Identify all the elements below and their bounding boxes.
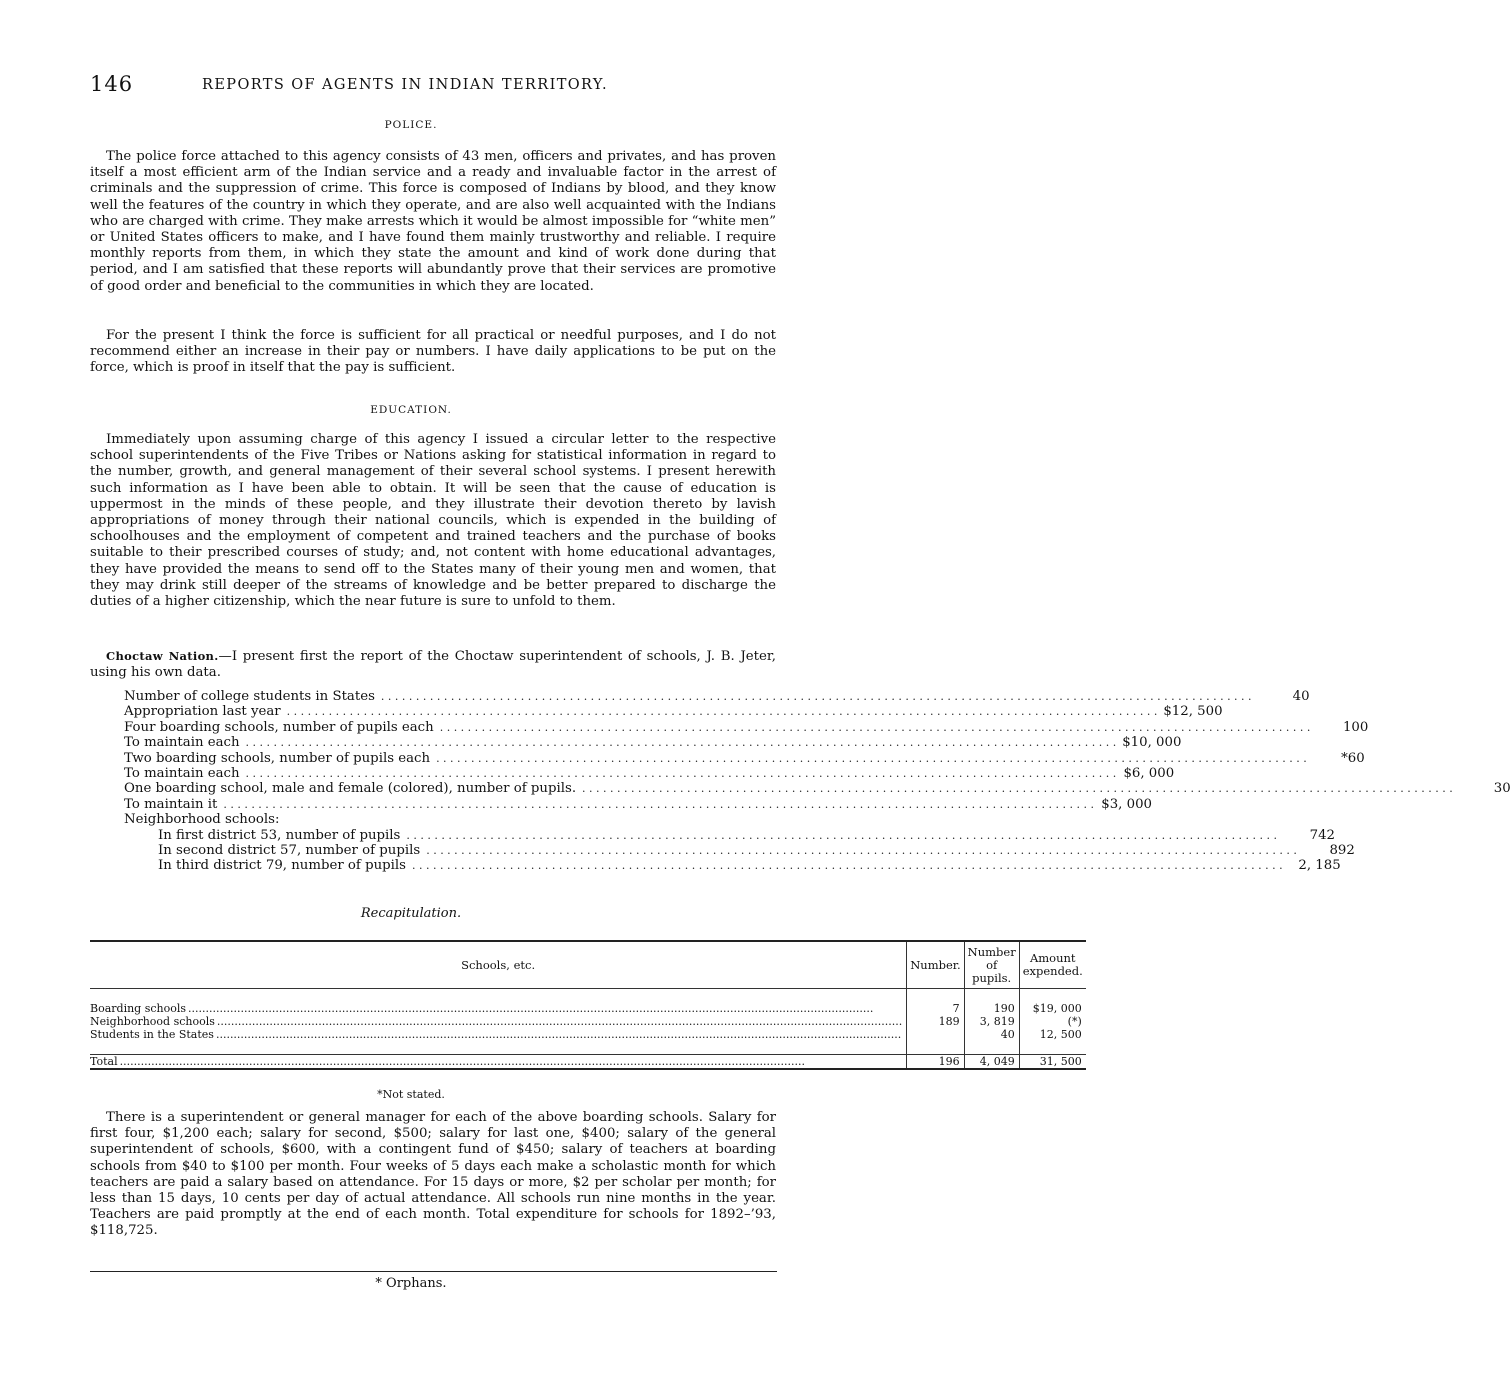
education-heading: EDUCATION.: [370, 404, 452, 416]
education-paragraph: Immediately upon assuming charge of this agency I issued a circular letter to the respective school superintendents of the Five Tribes or Nations asking for statistical information in regard to the number, growth, and general management of their several school systems. I present herewith such information as I have been able to obtain. It will be seen that the cause of education is uppermost in the minds of these people, and they illustrate their devotion thereto by lavish appropriations of money through their national councils, which is expended in the building of schoolhouses and the employment of competent and trained teachers and the purchase of books suitable to their prescribed courses of study; and, not content with home educational advantages, they have provided the means to send off to the States many of their young men and women, that they may drink still deeper of the streams of knowledge and be better prepared to discharge the duties of a higher citizenship, which the near future is sure to unfold to them.: [90, 432, 776, 610]
row-label: Students in the States: [90, 1028, 214, 1041]
list-item-label: To maintain each: [124, 765, 240, 781]
row-amount: 12, 500: [1019, 1028, 1086, 1041]
list-item-value: $6, 000: [1123, 765, 1175, 781]
table-row: [90, 1028, 1086, 1041]
row-pupils: 190: [964, 1002, 1019, 1015]
table-row: [90, 1002, 1086, 1015]
total-label: Total: [90, 1055, 118, 1068]
closing-paragraph: There is a superintendent or general manager for each of the above boarding schools. Salary for first four, $1,200 each; salary for second, $500; salary for last one, $400; salary of the general superintendent of schools, $600, with a contingent fund of $450; salary of teachers at boarding schools from $40 to $100 per month. Four weeks of 5 days each make a scholastic month for which teachers are paid a salary based on attendance. For 15 days or more, $2 per scholar per month; for less than 15 days, 10 cents per day of actual attendance. All schools run nine months in the year. Teachers are paid promptly at the end of each month. Total expenditure for schools for 1892–’93, $118,725.: [90, 1110, 776, 1239]
footnote-rule: [90, 1271, 777, 1272]
list-item-label: Neighborhood schools:: [124, 812, 280, 828]
list-item-value: 2, 185: [1298, 858, 1341, 874]
leader-dots: [426, 843, 1297, 858]
list-item: [124, 765, 1175, 781]
row-pupils: 40: [964, 1028, 1019, 1041]
row-number: 7: [907, 1002, 964, 1015]
leader-dots: [406, 828, 1277, 843]
total-row: [90, 1055, 1086, 1070]
table-header-row: [90, 941, 1086, 989]
list-item: [124, 704, 1223, 720]
leader-dots: [246, 766, 1117, 781]
running-header: [90, 72, 776, 100]
choctaw-statistics-list: [124, 689, 1511, 874]
list-item-value: *60: [1341, 750, 1365, 766]
list-item-label: Four boarding schools, number of pupils each: [124, 719, 434, 735]
row-label: Boarding schools: [90, 1002, 187, 1015]
list-item: [124, 842, 1355, 858]
list-item-label: Appropriation last year: [124, 704, 281, 720]
table-footnote: *Not stated.: [377, 1088, 445, 1101]
row-amount: (*): [1019, 1015, 1086, 1028]
leader-dots: [287, 704, 1158, 719]
row-label: Neighborhood schools: [90, 1015, 215, 1028]
row-pupils: 3, 819: [964, 1015, 1019, 1028]
recapitulation-table: [90, 940, 1086, 1070]
list-item: [124, 796, 1152, 812]
list-item-value: $10, 000: [1122, 735, 1182, 751]
total-number: 196: [907, 1055, 964, 1070]
list-item-value: 892: [1329, 842, 1355, 858]
list-item-label: In third district 79, number of pupils: [158, 858, 406, 874]
leader-dots: [381, 689, 1252, 704]
list-item-value: 40: [1292, 689, 1310, 704]
leader-dots: [223, 797, 1094, 812]
list-item-label: To maintain it: [124, 796, 218, 812]
choctaw-paragraph: [90, 648, 776, 681]
choctaw-text: —I present first the report of the Choctaw superintendent of schools, J. B. Jeter, using his own data.: [90, 649, 776, 681]
table-row: [90, 1015, 1086, 1028]
row-number: 189: [907, 1015, 964, 1028]
list-item: [124, 827, 1336, 843]
page-footnote: * Orphans.: [375, 1276, 447, 1291]
list-item: [124, 689, 1310, 704]
police-heading: POLICE.: [384, 119, 438, 131]
list-item: [124, 750, 1365, 766]
page-number: 146: [90, 72, 134, 96]
list-item: [124, 812, 742, 827]
col-header-amount: Amount expended.: [1019, 941, 1086, 989]
list-item: [124, 781, 1511, 797]
recapitulation-title: Recapitulation.: [360, 906, 462, 921]
police-paragraph-2: For the present I think the force is sufficient for all practical or needful purposes, and I do not recommend either an increase in their pay or numbers. I have daily applications to be put on the force, which is proof in itself that the pay is sufficient.: [90, 328, 776, 376]
list-item: [124, 735, 1182, 751]
list-item-label: In first district 53, number of pupils: [158, 827, 401, 843]
list-item-value: 100: [1342, 719, 1369, 735]
leader-dots: [246, 735, 1117, 750]
leader-dots: [412, 858, 1283, 873]
col-header-pupils: Number of pupils.: [964, 941, 1019, 989]
leader-dots: [582, 781, 1453, 796]
list-item-label: Two boarding schools, number of pupils each: [124, 750, 431, 766]
choctaw-lead: Choctaw Nation.: [106, 649, 219, 663]
police-paragraph-1: The police force attached to this agency consists of 43 men, officers and privates, and has proven itself a most efficient arm of the Indian service and a ready and invaluable factor in the arrest of criminals and the suppression of crime. This force is composed of Indians by blood, and they know well the features of the country in which they operate, and are also well acquainted with the Indians who are charged with crime. They make arrests which it would be almost impossible for “white men” or United States officers to make, and I have found them mainly trustworthy and reliable. I require monthly reports from them, in which they state the amount and kind of work done during that period, and I am satisfied that these reports will abundantly prove that their services are promotive of good order and beneficial to the communities in which they are located.: [90, 149, 776, 294]
col-header-number: Number.: [907, 941, 964, 989]
col-header-schools: Schools, etc.: [90, 941, 907, 989]
list-item-label: One boarding school, male and female (colored), number of pupils.: [124, 781, 577, 797]
row-amount: $19, 000: [1019, 1002, 1086, 1015]
total-amount: 31, 500: [1019, 1055, 1086, 1070]
list-item-value: $3, 000: [1101, 796, 1152, 812]
list-item: [124, 719, 1369, 735]
leader-dots: [436, 751, 1307, 766]
list-item-label: To maintain each: [124, 735, 240, 751]
list-item: [124, 858, 1341, 874]
list-item-label: Number of college students in States: [124, 689, 375, 704]
total-pupils: 4, 049: [964, 1055, 1019, 1070]
list-item-value: $12, 500: [1163, 704, 1223, 720]
row-number: [907, 1028, 964, 1041]
running-title: REPORTS OF AGENTS IN INDIAN TERRITORY.: [202, 77, 609, 93]
list-item-label: In second district 57, number of pupils: [158, 842, 421, 858]
list-item-value: 30: [1493, 781, 1511, 797]
list-item-value: 742: [1309, 827, 1336, 843]
leader-dots: [440, 720, 1311, 735]
